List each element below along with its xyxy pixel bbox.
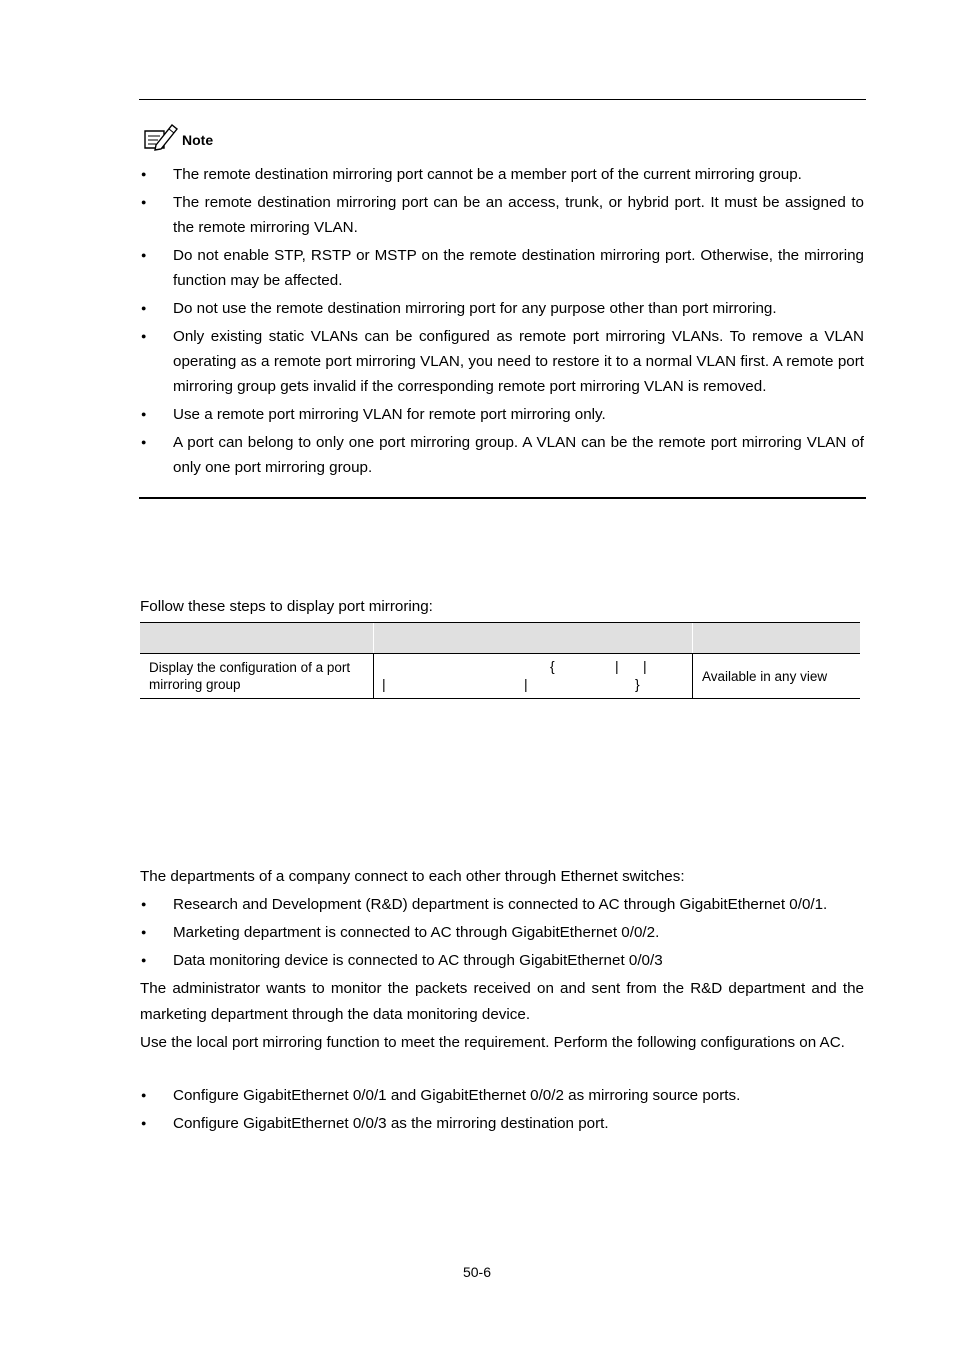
list-item: ● Only existing static VLANs can be configured as remote port mirroring VLANs. To remove a VLAN operating as a remote port mirroring VLAN, you need to restore it to a normal VLAN first. A remote port mirroring group gets invalid if the corresponding remote port mirroring VLAN is removed. [140, 324, 864, 399]
command-glyph: { [550, 658, 555, 674]
list-item: ● Do not enable STP, RSTP or MSTP on the remote destination mirroring port. Otherwise, the mirroring function may be affected. [140, 243, 864, 293]
list-item: ● Data monitoring device is connected to AC through GigabitEthernet 0/0/3 [140, 948, 864, 973]
table-row [140, 654, 860, 699]
table-header-cell [140, 623, 374, 654]
example-paragraph-1: The administrator wants to monitor the packets received on and sent from the R&D department and the marketing department through the data monitoring device. [140, 980, 864, 1023]
display-intro: Follow these steps to display port mirroring: [140, 598, 433, 615]
command-glyph: | [524, 676, 528, 692]
command-glyph: | [615, 658, 619, 674]
command-cell [374, 654, 693, 699]
display-steps-table [140, 622, 860, 699]
header-rule [139, 99, 866, 100]
command-glyph: | [643, 658, 647, 674]
config-list [140, 1083, 864, 1139]
list-item: ● Configure GigabitEthernet 0/0/3 as the mirroring destination port. [140, 1111, 864, 1136]
list-item: ● Do not use the remote destination mirroring port for any purpose other than port mirroring. [140, 296, 864, 321]
table-header-row [140, 623, 860, 654]
page-number: 50-6 [462, 1264, 492, 1280]
list-item: ● Marketing department is connected to AC through GigabitEthernet 0/0/2. [140, 920, 864, 945]
example-paragraph-2: Use the local port mirroring function to meet the requirement. Perform the following configurations on AC. [140, 1034, 845, 1051]
to-do-cell: Display the configuration of a port mirroring group [140, 654, 374, 699]
command-glyph: | [382, 676, 386, 692]
example-list [140, 892, 864, 976]
command-glyph: } [635, 676, 640, 692]
note-label: Note [182, 132, 214, 148]
table-header-cell [374, 623, 693, 654]
list-item: ● Research and Development (R&D) department is connected to AC through GigabitEthernet 0/0/1. [140, 892, 864, 917]
list-item: ● The remote destination mirroring port can be an access, trunk, or hybrid port. It must be assigned to the remote mirroring VLAN. [140, 190, 864, 240]
remarks-cell: Available in any view [693, 654, 861, 699]
list-item: ● Configure GigabitEthernet 0/0/1 and GigabitEthernet 0/0/2 as mirroring source ports. [140, 1083, 864, 1108]
example-intro: The departments of a company connect to each other through Ethernet switches: [140, 868, 685, 885]
note-list [140, 162, 864, 483]
note-pencil-icon [142, 120, 180, 154]
table-header-cell [693, 623, 861, 654]
note-bottom-rule [139, 497, 866, 499]
list-item: ● Use a remote port mirroring VLAN for remote port mirroring only. [140, 402, 864, 427]
list-item: ● The remote destination mirroring port cannot be a member port of the current mirroring group. [140, 162, 864, 187]
list-item: ● A port can belong to only one port mirroring group. A VLAN can be the remote port mirroring VLAN of only one port mirroring group. [140, 430, 864, 480]
